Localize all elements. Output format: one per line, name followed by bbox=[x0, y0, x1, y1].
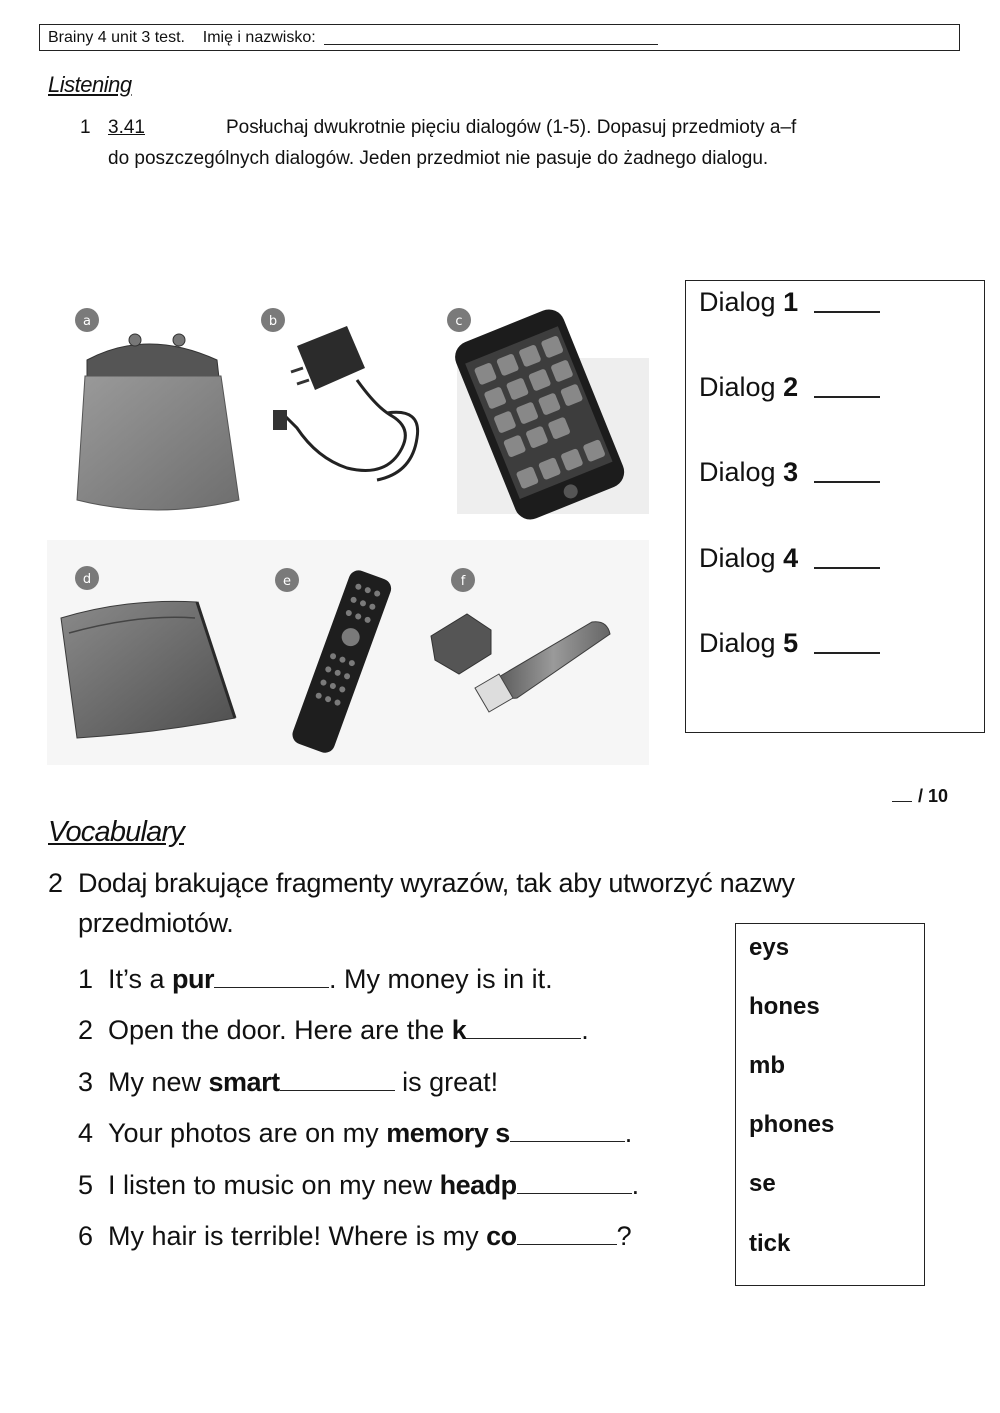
test-title: Brainy 4 unit 3 test. bbox=[48, 29, 185, 46]
item-text-before: Open the door. Here are the bbox=[108, 1015, 452, 1045]
picture-label-d: d bbox=[82, 572, 92, 587]
dialog-answer-blank[interactable] bbox=[814, 481, 880, 483]
exercise-2-instruction-line1: Dodaj brakujące fragmenty wyrazów, tak aby utworzyć nazwy bbox=[78, 868, 795, 898]
item-blank[interactable] bbox=[280, 1070, 395, 1091]
item-text-before: My hair is terrible! Where is my bbox=[108, 1221, 487, 1251]
exercise-1-track: 3.41 bbox=[108, 117, 145, 138]
purse-icon bbox=[77, 334, 239, 510]
item-text-before: I listen to music on my new bbox=[108, 1170, 440, 1200]
exercise-1-number: 1 bbox=[80, 117, 91, 138]
dialog-label: Dialog bbox=[699, 628, 776, 658]
charger-icon bbox=[273, 326, 418, 480]
item-text-after: . bbox=[581, 1015, 589, 1045]
item-text-after: . bbox=[631, 1170, 640, 1200]
item-blank[interactable] bbox=[517, 1224, 617, 1245]
picture-label-b: b bbox=[268, 314, 278, 329]
item-number: 4 bbox=[78, 1118, 94, 1148]
item-word-start: pur bbox=[172, 964, 215, 994]
item-text-after: . My money is in it. bbox=[329, 964, 553, 994]
word-bank-item: hones bbox=[749, 993, 820, 1020]
vocab-item bbox=[78, 1118, 632, 1149]
score-total: / 10 bbox=[918, 786, 949, 806]
word-bank-item: tick bbox=[749, 1230, 791, 1257]
word-bank-item: se bbox=[749, 1170, 776, 1197]
dialog-number: 3 bbox=[783, 457, 799, 487]
word-bank-item: eys bbox=[749, 934, 790, 961]
item-word-start: headp bbox=[439, 1170, 517, 1200]
dialog-number: 4 bbox=[783, 543, 799, 573]
item-word-start: memory s bbox=[386, 1118, 510, 1148]
vocabulary-title: Vocabulary bbox=[48, 816, 185, 848]
dialog-row bbox=[699, 628, 880, 659]
dialog-number: 1 bbox=[783, 287, 799, 317]
dialog-row bbox=[699, 372, 880, 403]
dialog-label: Dialog bbox=[699, 457, 776, 487]
dialog-row bbox=[699, 457, 880, 488]
dialog-label: Dialog bbox=[699, 372, 776, 402]
item-text-after: is great! bbox=[394, 1067, 499, 1097]
item-text-before: Your photos are on my bbox=[108, 1118, 387, 1148]
item-word-start: k bbox=[451, 1015, 467, 1045]
score-blank[interactable] bbox=[892, 801, 912, 802]
word-bank-item: mb bbox=[749, 1052, 785, 1079]
picture-label-a: a bbox=[83, 314, 91, 329]
picture-a bbox=[75, 308, 239, 510]
pictures-panel bbox=[47, 288, 649, 765]
dialog-label: Dialog bbox=[699, 543, 776, 573]
item-word-start: co bbox=[486, 1221, 517, 1251]
dialog-answer-blank[interactable] bbox=[814, 652, 880, 654]
dialog-answer-blank[interactable] bbox=[814, 311, 880, 313]
vocab-item bbox=[78, 1015, 589, 1046]
item-number: 3 bbox=[78, 1067, 94, 1097]
picture-label-c: c bbox=[455, 314, 463, 329]
dialog-answer-blank[interactable] bbox=[814, 396, 880, 398]
item-blank[interactable] bbox=[517, 1173, 632, 1194]
picture-b bbox=[261, 308, 418, 480]
exercise-1-instruction-line2: do poszczególnych dialogów. Jeden przedmiot nie pasuje do żadnego dialogu. bbox=[108, 148, 769, 169]
word-bank-box bbox=[735, 923, 925, 1286]
item-number: 1 bbox=[78, 964, 94, 994]
dialog-label: Dialog bbox=[699, 287, 776, 317]
dialog-number: 2 bbox=[783, 372, 799, 402]
item-text-after: ? bbox=[616, 1221, 632, 1251]
vocab-item bbox=[78, 1221, 632, 1252]
listening-score bbox=[892, 786, 948, 807]
exercise-1-instruction-line1: Posłuchaj dwukrotnie pięciu dialogów (1-5). Dopasuj przedmioty a–f bbox=[226, 117, 797, 138]
item-blank[interactable] bbox=[466, 1018, 581, 1039]
dialog-row bbox=[699, 543, 880, 574]
exercise-2-instruction-line2: przedmiotów. bbox=[78, 908, 234, 938]
item-number: 2 bbox=[78, 1015, 94, 1045]
vocab-item bbox=[78, 1170, 639, 1201]
word-bank-item: phones bbox=[749, 1111, 835, 1138]
picture-label-e: e bbox=[283, 574, 291, 589]
listening-title: Listening bbox=[48, 72, 132, 97]
dialog-row bbox=[699, 287, 880, 318]
picture-label-f: f bbox=[460, 574, 466, 589]
item-blank[interactable] bbox=[214, 967, 329, 988]
item-text-after: . bbox=[624, 1118, 633, 1148]
item-text-before: It’s a bbox=[108, 964, 173, 994]
dialog-number: 5 bbox=[783, 628, 799, 658]
name-input-line[interactable] bbox=[324, 44, 658, 45]
item-blank[interactable] bbox=[510, 1121, 625, 1142]
vocab-item bbox=[78, 1067, 498, 1098]
dialog-answer-box bbox=[685, 280, 985, 733]
dialog-answer-blank[interactable] bbox=[814, 567, 880, 569]
item-text-before: My new bbox=[108, 1067, 209, 1097]
vocab-item bbox=[78, 964, 553, 995]
item-number: 5 bbox=[78, 1170, 94, 1200]
name-label: Imię i nazwisko: bbox=[202, 29, 316, 46]
header-box bbox=[39, 24, 960, 51]
item-word-start: smart bbox=[208, 1067, 280, 1097]
item-number: 6 bbox=[78, 1221, 94, 1251]
exercise-2-number: 2 bbox=[48, 868, 64, 898]
